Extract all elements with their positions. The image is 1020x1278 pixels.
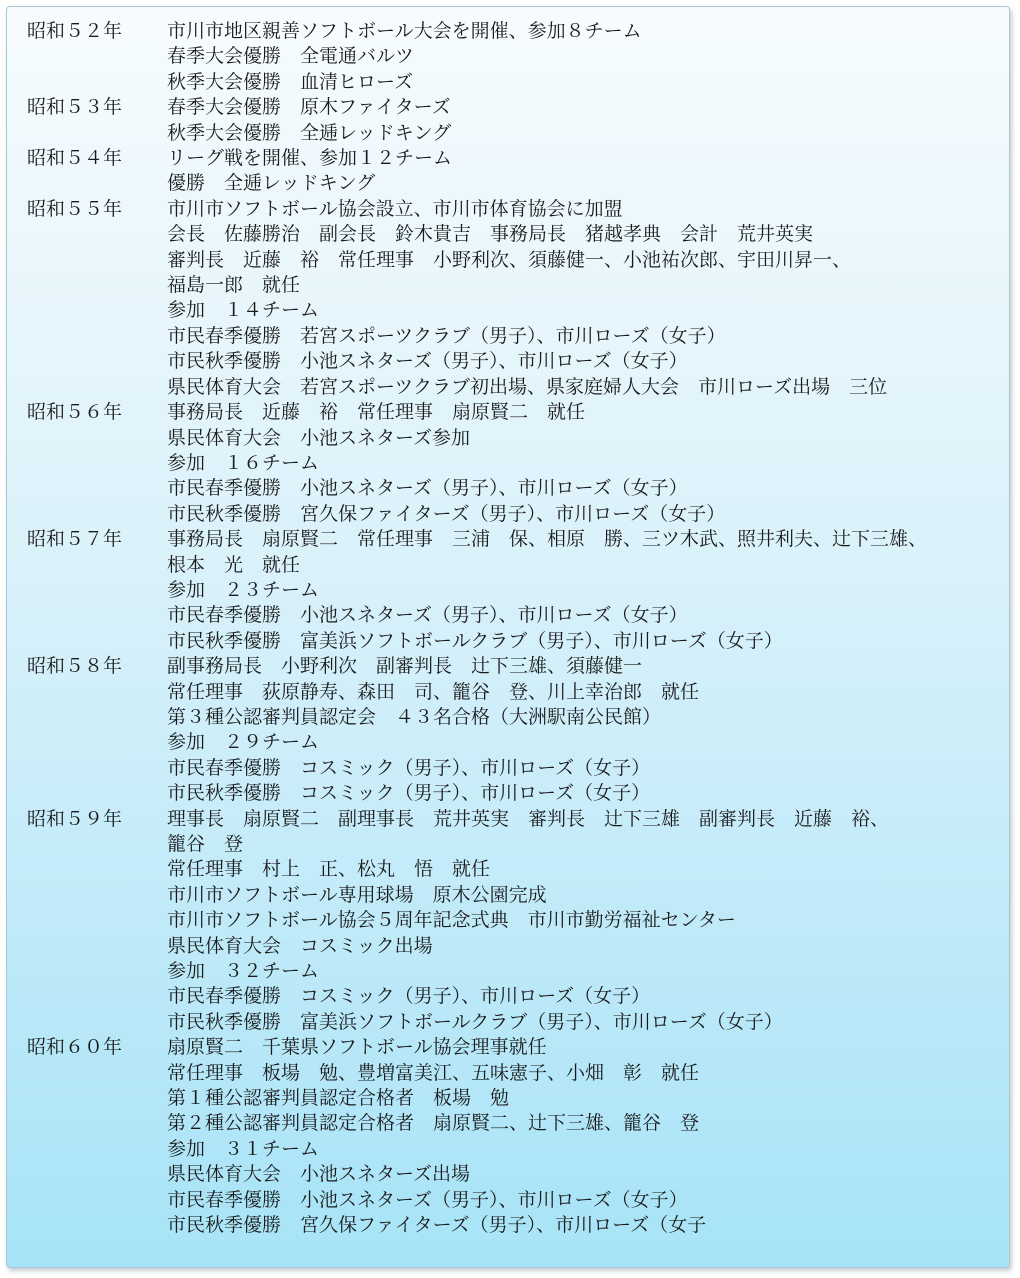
event-line: 市民春季優勝 コスミック（男子）、市川ローズ（女子） [167, 985, 651, 1008]
event-line: 春季大会優勝 全電通バルツ [167, 45, 415, 68]
year-label: 昭和６０年 [27, 1036, 123, 1059]
event-line: 事務局長 近藤 裕 常任理事 扇原賢二 就任 [167, 401, 586, 424]
event-line: 第２種公認審判員認定合格者 扇原賢二、辻下三雄、籠谷 登 [167, 1112, 700, 1135]
year-label: 昭和５３年 [27, 96, 123, 119]
year-entry [27, 197, 1005, 400]
year-events [167, 19, 1005, 95]
year-events [167, 807, 1005, 1036]
year-label: 昭和５７年 [27, 528, 123, 551]
event-line: 参加 ３１チーム [167, 1137, 320, 1160]
event-line: 会長 佐藤勝治 副会長 鈴木貴吉 事務局長 猪越孝典 会計 荒井英実 [167, 223, 814, 246]
event-line: 副事務局長 小野利次 副審判長 辻下三雄、須藤健一 [167, 655, 643, 678]
event-line: 籠谷 登 [167, 833, 244, 855]
event-line: 優勝 全逓レッドキング [167, 172, 376, 195]
event-line: 市民春季優勝 コスミック（男子）、市川ローズ（女子） [167, 756, 651, 779]
event-line: 参加 ３２チーム [167, 960, 320, 983]
event-line: 市民秋季優勝 富美浜ソフトボールクラブ（男子）、市川ローズ（女子） [167, 629, 783, 652]
event-line: 市川市ソフトボール協会５周年記念式典 市川市勤労福祉センター [167, 909, 736, 932]
event-line: 市民春季優勝 小池スネターズ（男子）、市川ローズ（女子） [167, 604, 688, 627]
event-line: 市民秋季優勝 富美浜ソフトボールクラブ（男子）、市川ローズ（女子） [167, 1010, 783, 1033]
event-line: 市民秋季優勝 宮久保ファイターズ（男子）、市川ローズ（女子 [167, 1214, 707, 1237]
event-line: 市民春季優勝 小池スネターズ（男子）、市川ローズ（女子） [167, 1188, 688, 1211]
year-entry [27, 1035, 1005, 1238]
event-line: 市川市ソフトボール専用球場 原木公園完成 [167, 883, 547, 906]
year-label: 昭和５５年 [27, 197, 123, 220]
event-line: 秋季大会優勝 血清ヒローズ [167, 70, 414, 93]
event-line: 県民体育大会 小池スネターズ出場 [167, 1163, 471, 1186]
year-entry [27, 400, 1005, 527]
event-line: 県民体育大会 小池スネターズ参加 [167, 426, 471, 449]
event-line: 福島一郎 就任 [167, 274, 301, 297]
event-line: 市民春季優勝 小池スネターズ（男子）、市川ローズ（女子） [167, 477, 688, 500]
year-label: 昭和５８年 [27, 655, 123, 678]
event-line: 事務局長 扇原賢二 常任理事 三浦 保、相原 勝、三ツ木武、照井利夫、辻下三雄、 [167, 528, 928, 551]
event-line: 第３種公認審判員認定会 ４３名合格（大洲駅南公民館） [167, 705, 662, 728]
year-label: 昭和５９年 [27, 807, 123, 830]
history-timeline [27, 19, 1005, 1239]
event-line: 理事長 扇原賢二 副理事長 荒井英実 審判長 辻下三雄 副審判長 近藤 裕、 [167, 807, 890, 830]
event-line: 県民体育大会 コスミック出場 [167, 934, 433, 957]
event-line: 市川市ソフトボール協会設立、市川市体育協会に加盟 [167, 197, 623, 220]
event-line: 春季大会優勝 原木ファイターズ [167, 96, 451, 119]
event-line: 秋季大会優勝 全逓レッドキング [167, 121, 452, 144]
event-line: 参加 １４チーム [167, 299, 320, 322]
event-line: 扇原賢二 千葉県ソフトボール協会理事就任 [167, 1036, 547, 1059]
year-label: 昭和５６年 [27, 401, 123, 424]
year-events [167, 400, 1005, 527]
event-line: 市民秋季優勝 宮久保ファイターズ（男子）、市川ローズ（女子） [167, 502, 726, 525]
event-line: 審判長 近藤 裕 常任理事 小野利次、須藤健一、小池祐次郎、宇田川昇一、 [167, 248, 852, 271]
year-label: 昭和５２年 [27, 20, 123, 42]
year-entry [27, 19, 1005, 95]
year-events [167, 1035, 1005, 1238]
year-events [167, 197, 1005, 400]
year-events [167, 527, 1005, 654]
event-line: 常任理事 荻原静寿、森田 司、籠谷 登、川上幸治郎 就任 [167, 680, 700, 703]
event-line: 市民秋季優勝 小池スネターズ（男子）、市川ローズ（女子） [167, 350, 688, 373]
event-line: 第１種公認審判員認定合格者 板場 勉 [167, 1087, 510, 1110]
year-events [167, 146, 1005, 197]
event-line: 市民春季優勝 若宮スポーツクラブ（男子）、市川ローズ（女子） [167, 324, 726, 347]
event-line: 市民秋季優勝 コスミック（男子）、市川ローズ（女子） [167, 782, 651, 805]
year-entry [27, 146, 1005, 197]
event-line: リーグ戦を開催、参加１２チーム [167, 147, 453, 170]
event-line: 常任理事 板場 勉、豊増富美江、五味憲子、小畑 彰 就任 [167, 1061, 700, 1084]
event-line: 参加 ２３チーム [167, 578, 320, 601]
year-entry [27, 95, 1005, 146]
year-entry [27, 654, 1005, 806]
year-events [167, 654, 1005, 806]
event-line: 参加 ２９チーム [167, 731, 320, 754]
year-label: 昭和５４年 [27, 147, 123, 170]
event-line: 参加 １６チーム [167, 451, 320, 474]
year-entry [27, 807, 1005, 1036]
event-line: 根本 光 就任 [167, 553, 301, 576]
history-panel [6, 6, 1010, 1268]
event-line: 常任理事 村上 正、松丸 悟 就任 [167, 858, 491, 881]
event-line: 県民体育大会 若宮スポーツクラブ初出場、県家庭婦人大会 市川ローズ出場 三位 [167, 375, 888, 398]
year-entry [27, 527, 1005, 654]
event-line: 市川市地区親善ソフトボール大会を開催、参加８チーム [167, 20, 642, 42]
year-events [167, 95, 1005, 146]
